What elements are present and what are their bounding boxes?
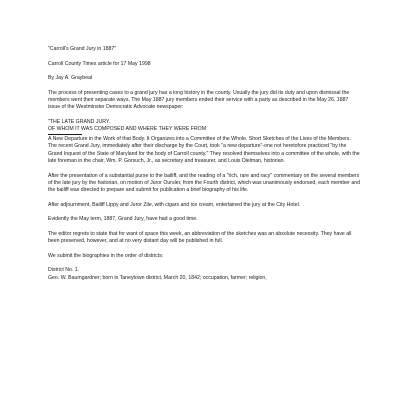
intro-paragraph: The process of presenting cases to a grand jury has a long history in the county. Usually the jury did its duty and upon dismissal the members went their separate ways. The May 1887 jury members ended their service with a party as described in the May 26, 1887 issue of the Westminster Democratic Advocate newspaper:	[48, 89, 350, 111]
byline: By Jay A. Graybeal	[48, 75, 93, 82]
article-title: "Carroll's Grand Jury in 1887"	[48, 46, 117, 52]
paragraph-6: We submit the biographies in the order of districts:	[48, 252, 164, 259]
district-entry: Geo. W. Baumgardner; born in Taneytown district, March 20, 1842; occupation, farmer; religion,	[48, 274, 267, 281]
paragraph-4: Evidently the May term, 1887, Grand Jury, have had a good time.	[48, 216, 198, 223]
paragraph-5: The editor regrets to state that for want of space this week, an abbreviation of the sketches was an absolute necessity. They have all been preserved, however, and at no very distant day will be published in full.	[48, 230, 352, 245]
headline-line-2: OF WHOM IT WAS COMPOSED AND WHERE THEY WERE FROM	[48, 126, 207, 133]
paragraph-2: After the presentation of a substantial purse to the bailiff, and the reading of a "rich, rare and racy" commentary on the several members of the late jury by the historian, on motion of Juror Oursler, from the Fourth district, which was unanimously endorsed, each member and the bailiff was directed to prepare and submit for publication a brief biography of his life.	[48, 172, 360, 194]
district-heading: District No. 1.	[48, 267, 80, 274]
paragraph-1: The recent Grand Jury, immediately after their discharge by the Court, took "a new departure"-one not heretofore practiced "by the Grand Inquest of the State of Maryland for the body of Carroll county." They resolved themselves into a committee of the whole, with the late foreman in the chair, Wm. P. Gorsuch, Jr., as secretary and treasurer, and Louis Dielman, historian.	[48, 143, 360, 164]
paragraph-3: After adjournment, Bailiff Lippy and Juror Zile, with cigars and ice cream, entertained the jury at the City Hotel.	[48, 201, 301, 208]
source-line: Carroll County Times article for 17 May 1998	[48, 60, 151, 67]
subheading: A New Departure in the Work of that Body. It Organizes into a Committee of the Whole. Short Sketches of the Lives of the Members.	[48, 136, 351, 143]
separator-rule	[48, 134, 82, 135]
document-body	[48, 46, 360, 282]
headline-line-1: "THE LATE GRAND JURY.	[48, 118, 111, 125]
